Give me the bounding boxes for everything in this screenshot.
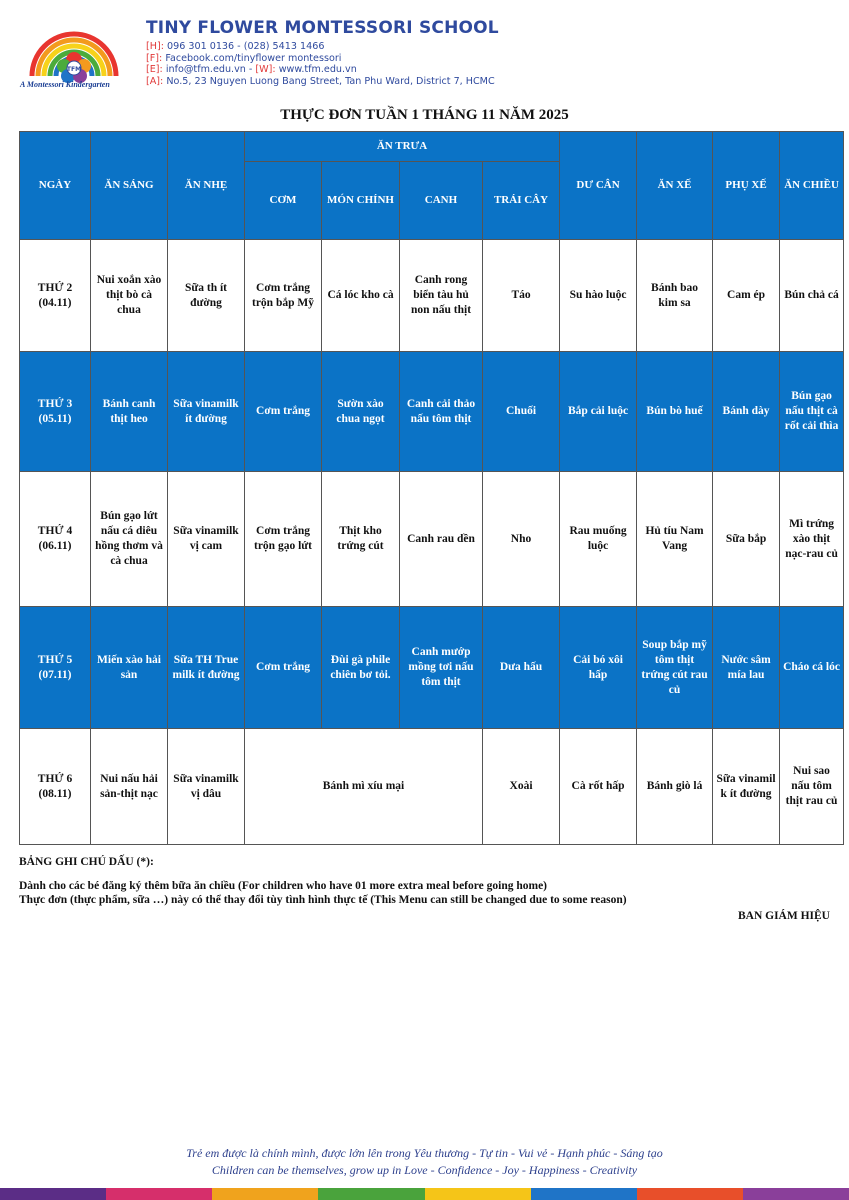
header-du-can: DƯ CÂN — [560, 132, 637, 240]
main-cell: Sườn xào chua ngọt — [322, 352, 400, 472]
contact-facebook[interactable]: [F]: Facebook.com/tinyflower montessori — [146, 52, 342, 64]
du-can-cell: Cà rốt hấp — [560, 729, 637, 845]
an-chieu-cell: Bún gạo nấu thịt cà rốt cải thìa — [780, 352, 844, 472]
logo-caption: A Montessori Kindergarten — [20, 80, 110, 89]
soup-cell: Canh rau dền — [400, 472, 483, 607]
contact-phone: [H]: 096 301 0136 - (028) 5413 1466 — [146, 41, 325, 52]
fruit-cell: Chuối — [483, 352, 560, 472]
rice-cell: Cơm trắng — [245, 352, 322, 472]
an-chieu-cell: Bún chả cá — [780, 240, 844, 352]
phu-xe-cell: Sữa vinamil k ít đường — [713, 729, 780, 845]
rice-cell: Cơm trắng — [245, 607, 322, 729]
an-chieu-cell: Mì trứng xào thịt nạc-rau củ — [780, 472, 844, 607]
day-cell: THỨ 3 (05.11) — [20, 352, 91, 472]
day-cell: THỨ 5 (07.11) — [20, 607, 91, 729]
breakfast-cell: Nui nấu hải sản-thịt nạc — [91, 729, 168, 845]
table-row — [20, 729, 844, 845]
breakfast-cell: Nui xoắn xào thịt bò cà chua — [91, 240, 168, 352]
header-breakfast: ĂN SÁNG — [91, 132, 168, 240]
du-can-cell: Cải bó xôi hấp — [560, 607, 637, 729]
color-segment — [425, 1188, 531, 1200]
note-menu-change: Thực đơn (thực phẩm, sữa …) này có thể thay đổi tùy tình hình thực tế (This Menu can still be changed due to some reason) — [19, 894, 627, 906]
header-lunch: ĂN TRƯA — [245, 132, 560, 162]
table-row — [20, 352, 844, 472]
header-day: NGÀY — [20, 132, 91, 240]
signature: BAN GIÁM HIỆU — [737, 910, 830, 922]
color-segment — [106, 1188, 212, 1200]
notes-title: BẢNG GHI CHÚ DẤU (*): — [19, 856, 154, 868]
header-soup: CANH — [400, 162, 483, 240]
color-segment — [212, 1188, 318, 1200]
day-cell: THỨ 6 (08.11) — [20, 729, 91, 845]
du-can-cell: Rau muống luộc — [560, 472, 637, 607]
snack-cell: Sữa vinamilk vị cam — [168, 472, 245, 607]
breakfast-cell: Bún gạo lứt nấu cá diêu hồng thơm và cà chua — [91, 472, 168, 607]
breakfast-cell: Bánh canh thịt heo — [91, 352, 168, 472]
header-phu-xe: PHỤ XẾ — [713, 132, 780, 240]
fruit-cell: Nho — [483, 472, 560, 607]
school-name: TINY FLOWER MONTESSORI SCHOOL — [146, 18, 499, 38]
fruit-cell: Táo — [483, 240, 560, 352]
header-main: MÓN CHÍNH — [322, 162, 400, 240]
footer-color-bar — [0, 1188, 849, 1200]
soup-cell: Canh rong biển tàu hủ non nấu thịt — [400, 240, 483, 352]
day-cell: THỨ 2 (04.11) — [20, 240, 91, 352]
an-xe-cell: Bánh giò lá — [637, 729, 713, 845]
snack-cell: Sữa vinamilk ít đường — [168, 352, 245, 472]
weekly-menu-table — [19, 131, 844, 845]
header-an-xe: ĂN XẾ — [637, 132, 713, 240]
table-row — [20, 607, 844, 729]
soup-cell: Canh cải thảo nấu tôm thịt — [400, 352, 483, 472]
header-fruit: TRÁI CÂY — [483, 162, 560, 240]
footer-motto-vi: Trẻ em được là chính mình, được lớn lên trong Yêu thương - Tự tin - Vui vẻ - Hạnh phúc - Sáng tạo — [186, 1146, 663, 1160]
footer-motto-en: Children can be themselves, grow up in Love - Confidence - Joy - Happiness - Creativity — [211, 1163, 638, 1177]
note-extra-meal: Dành cho các bé đăng ký thêm bữa ăn chiều (For children who have 01 more extra meal before going home) — [19, 880, 548, 892]
du-can-cell: Bắp cải luộc — [560, 352, 637, 472]
color-segment — [743, 1188, 849, 1200]
an-xe-cell: Bún bò huế — [637, 352, 713, 472]
color-segment — [318, 1188, 424, 1200]
breakfast-cell: Miến xào hải sản — [91, 607, 168, 729]
contact-block — [146, 41, 495, 87]
page-title: THỰC ĐƠN TUẦN 1 THÁNG 11 NĂM 2025 — [280, 107, 569, 123]
color-segment — [531, 1188, 637, 1200]
header-rice: CƠM — [245, 162, 322, 240]
phu-xe-cell: Nước sâm mía lau — [713, 607, 780, 729]
main-cell: Cá lóc kho cà — [322, 240, 400, 352]
du-can-cell: Su hào luộc — [560, 240, 637, 352]
logo-center-text: TFM — [66, 66, 82, 73]
day-cell: THỨ 4 (06.11) — [20, 472, 91, 607]
fruit-cell: Dưa hấu — [483, 607, 560, 729]
snack-cell: Sữa TH True milk ít đường — [168, 607, 245, 729]
header-an-chieu: ĂN CHIỀU — [780, 132, 844, 240]
table-row — [20, 472, 844, 607]
phu-xe-cell: Bánh dày — [713, 352, 780, 472]
phu-xe-cell: Sữa bắp — [713, 472, 780, 607]
soup-cell: Canh mướp mồng tơi nấu tôm thịt — [400, 607, 483, 729]
an-xe-cell: Soup bắp mỹ tôm thịt trứng cút rau củ — [637, 607, 713, 729]
an-xe-cell: Hủ tíu Nam Vang — [637, 472, 713, 607]
contact-email-web[interactable]: [E]: info@tfm.edu.vn - [W]: www.tfm.edu.vn — [146, 64, 357, 76]
contact-address: [A]: No.5, 23 Nguyen Luong Bang Street, Tan Phu Ward, District 7, HCMC — [146, 75, 495, 87]
snack-cell: Sữa th ít đường — [168, 240, 245, 352]
rice-cell: Cơm trắng trộn gạo lứt — [245, 472, 322, 607]
main-cell: Thịt kho trứng cút — [322, 472, 400, 607]
color-segment — [0, 1188, 106, 1200]
snack-cell: Sữa vinamilk vị dâu — [168, 729, 245, 845]
phu-xe-cell: Cam ép — [713, 240, 780, 352]
color-segment — [637, 1188, 743, 1200]
lunch-merged-cell: Bánh mì xíu mại — [245, 729, 483, 845]
an-chieu-cell: Cháo cá lóc — [780, 607, 844, 729]
an-chieu-cell: Nui sao nấu tôm thịt rau củ — [780, 729, 844, 845]
main-cell: Đùi gà phile chiên bơ tỏi. — [322, 607, 400, 729]
header-snack: ĂN NHẸ — [168, 132, 245, 240]
fruit-cell: Xoài — [483, 729, 560, 845]
rice-cell: Cơm trắng trộn bắp Mỹ — [245, 240, 322, 352]
table-row — [20, 240, 844, 352]
an-xe-cell: Bánh bao kim sa — [637, 240, 713, 352]
